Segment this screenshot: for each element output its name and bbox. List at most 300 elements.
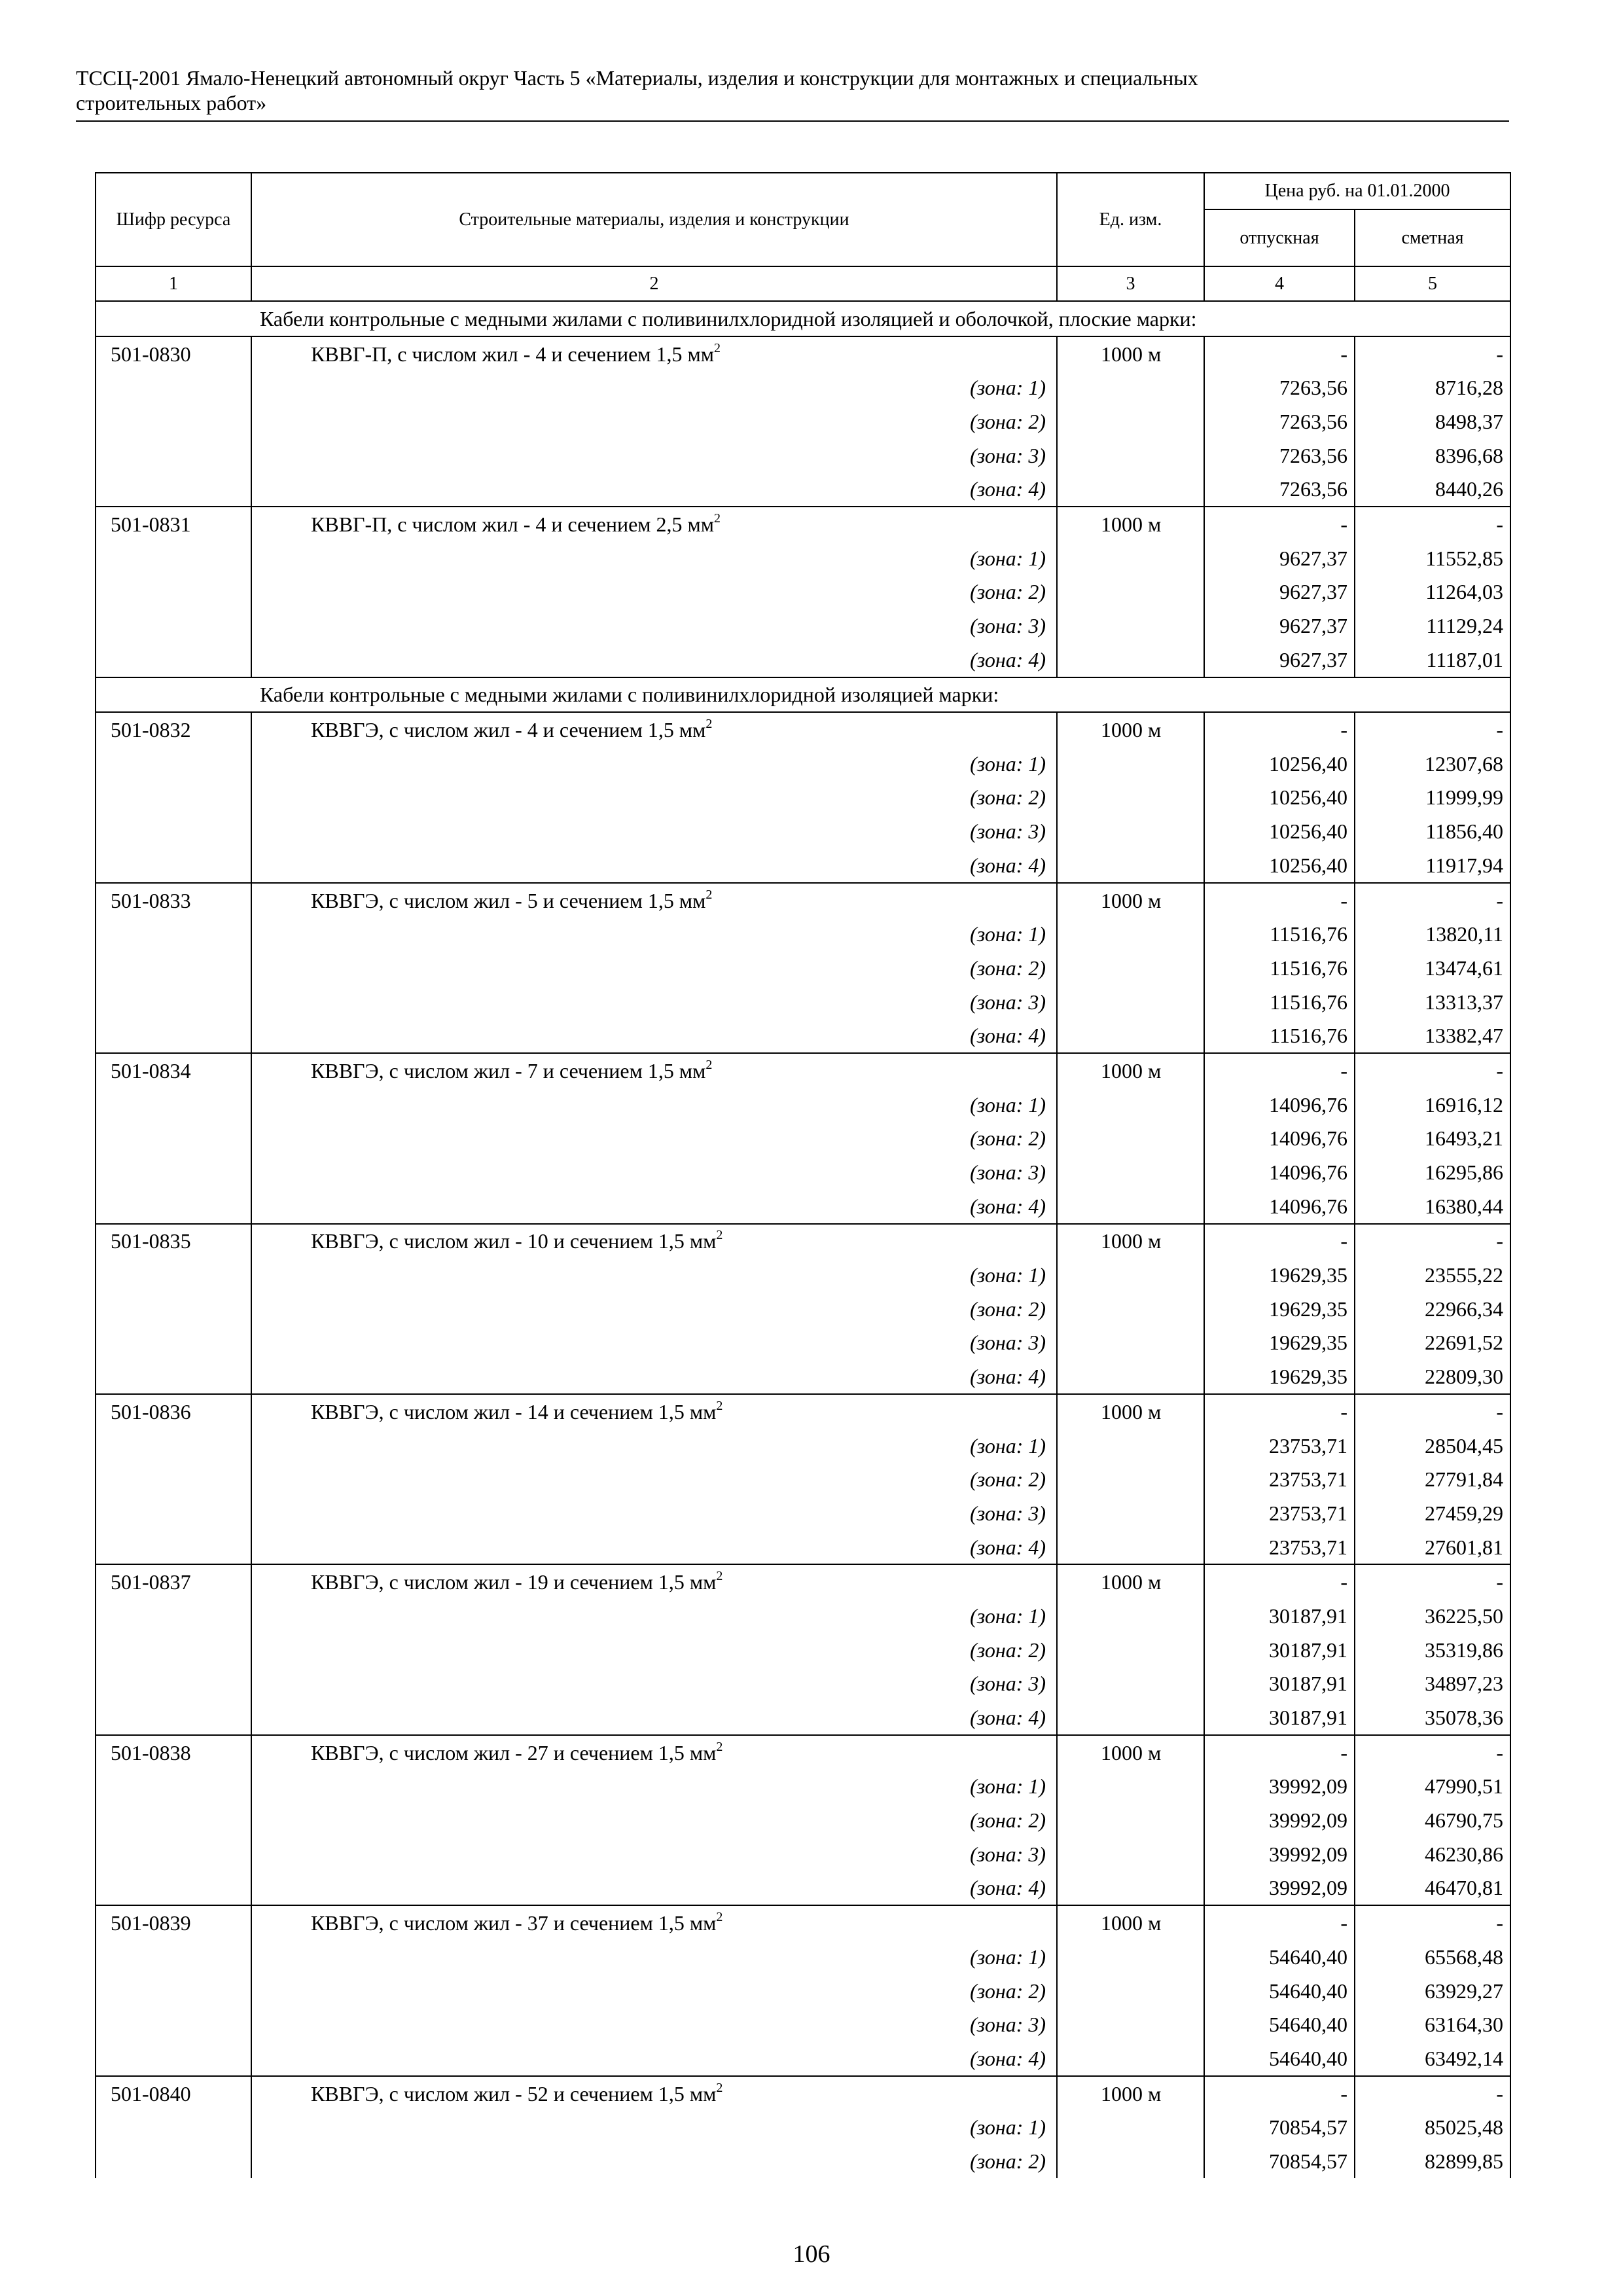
estimate-price: 23555,22 xyxy=(1355,1258,1510,1292)
release-price: - xyxy=(1204,1224,1355,1259)
column-header-name: Строительные материалы, изделия и конструкции xyxy=(251,173,1057,266)
estimate-price: - xyxy=(1355,507,1510,541)
empty-unit-cell xyxy=(1057,1429,1204,1463)
estimate-price: - xyxy=(1355,1224,1510,1259)
empty-unit-cell xyxy=(1057,404,1204,439)
release-price: 14096,76 xyxy=(1204,1088,1355,1122)
empty-unit-cell xyxy=(1057,781,1204,815)
release-price: 23753,71 xyxy=(1204,1496,1355,1530)
release-price: 11516,76 xyxy=(1204,951,1355,985)
zone-row xyxy=(96,1155,1510,1189)
release-price: 30187,91 xyxy=(1204,1700,1355,1735)
empty-code-cell xyxy=(96,1326,251,1360)
material-name-text: КВВГЭ, с числом жил - 19 и сечением 1,5 мм xyxy=(311,1570,717,1594)
estimate-price: 11999,99 xyxy=(1355,781,1510,815)
empty-unit-cell xyxy=(1057,643,1204,677)
estimate-price: 46230,86 xyxy=(1355,1837,1510,1871)
estimate-price: 82899,85 xyxy=(1355,2144,1510,2178)
empty-unit-cell xyxy=(1057,814,1204,848)
material-name-text: КВВГЭ, с числом жил - 7 и сечением 1,5 мм xyxy=(311,1058,706,1083)
estimate-price: 28504,45 xyxy=(1355,1429,1510,1463)
empty-code-cell xyxy=(96,1974,251,2008)
empty-unit-cell xyxy=(1057,917,1204,951)
table-row xyxy=(96,1394,1510,1429)
release-price: 7263,56 xyxy=(1204,472,1355,507)
zone-label: (зона: 2) xyxy=(251,1462,1057,1496)
unit-exponent: 2 xyxy=(714,340,721,355)
zone-row xyxy=(96,575,1510,609)
empty-unit-cell xyxy=(1057,472,1204,507)
empty-code-cell xyxy=(96,814,251,848)
unit-of-measure: 1000 м xyxy=(1057,1564,1204,1599)
empty-code-cell xyxy=(96,1018,251,1053)
empty-unit-cell xyxy=(1057,1155,1204,1189)
empty-unit-cell xyxy=(1057,951,1204,985)
empty-unit-cell xyxy=(1057,439,1204,473)
zone-row xyxy=(96,1359,1510,1394)
estimate-price: 8396,68 xyxy=(1355,439,1510,473)
zone-label: (зона: 1) xyxy=(251,370,1057,404)
release-price: 11516,76 xyxy=(1204,1018,1355,1053)
table-row xyxy=(96,1564,1510,1599)
zone-row xyxy=(96,1292,1510,1326)
release-price: 10256,40 xyxy=(1204,814,1355,848)
release-price: 11516,76 xyxy=(1204,985,1355,1019)
release-price: 19629,35 xyxy=(1204,1258,1355,1292)
unit-exponent: 2 xyxy=(716,2080,723,2095)
zone-row xyxy=(96,541,1510,575)
empty-unit-cell xyxy=(1057,1018,1204,1053)
estimate-price: - xyxy=(1355,1053,1510,1088)
zone-label: (зона: 2) xyxy=(251,1292,1057,1326)
material-name-text: КВВГЭ, с числом жил - 14 и сечением 1,5 мм xyxy=(311,1399,717,1424)
release-price: 70854,57 xyxy=(1204,2110,1355,2144)
zone-label: (зона: 3) xyxy=(251,1155,1057,1189)
empty-code-cell xyxy=(96,747,251,781)
zone-label: (зона: 1) xyxy=(251,1599,1057,1633)
empty-code-cell xyxy=(96,1088,251,1122)
header-title-line-1: ТССЦ-2001 Ямало-Ненецкий автономный округ Часть 5 «Материалы, изделия и конструкции для монтажных и специальных xyxy=(76,66,1198,90)
unit-of-measure: 1000 м xyxy=(1057,712,1204,747)
empty-code-cell xyxy=(96,951,251,985)
table-row xyxy=(96,1735,1510,1770)
estimate-price: 46470,81 xyxy=(1355,1871,1510,1906)
release-price: 54640,40 xyxy=(1204,2007,1355,2041)
estimate-price: 22809,30 xyxy=(1355,1359,1510,1394)
release-price: 10256,40 xyxy=(1204,781,1355,815)
zone-row xyxy=(96,1018,1510,1053)
zone-label: (зона: 2) xyxy=(251,781,1057,815)
zone-row xyxy=(96,951,1510,985)
zone-row xyxy=(96,643,1510,677)
empty-unit-cell xyxy=(1057,1496,1204,1530)
estimate-price: 16295,86 xyxy=(1355,1155,1510,1189)
empty-code-cell xyxy=(96,1258,251,1292)
zone-label: (зона: 1) xyxy=(251,1940,1057,1974)
release-price: 9627,37 xyxy=(1204,643,1355,677)
zone-row xyxy=(96,1770,1510,1804)
empty-code-cell xyxy=(96,643,251,677)
material-name-text: КВВГ-П, с числом жил - 4 и сечением 2,5 мм xyxy=(311,512,715,536)
zone-label: (зона: 3) xyxy=(251,1837,1057,1871)
release-price: 39992,09 xyxy=(1204,1871,1355,1906)
zone-label: (зона: 2) xyxy=(251,1974,1057,2008)
zone-row xyxy=(96,2110,1510,2144)
zone-row xyxy=(96,1837,1510,1871)
empty-unit-cell xyxy=(1057,2007,1204,2041)
unit-exponent: 2 xyxy=(705,717,713,732)
unit-exponent: 2 xyxy=(716,1739,723,1754)
column-header-unit: Ед. изм. xyxy=(1057,173,1204,266)
empty-unit-cell xyxy=(1057,1599,1204,1633)
unit-exponent: 2 xyxy=(716,1910,723,1925)
estimate-price: 46790,75 xyxy=(1355,1803,1510,1837)
release-price: - xyxy=(1204,1394,1355,1429)
empty-code-cell xyxy=(96,1359,251,1394)
resource-code: 501-0840 xyxy=(96,2076,251,2111)
zone-label: (зона: 2) xyxy=(251,1633,1057,1667)
zone-row xyxy=(96,2041,1510,2076)
zone-row xyxy=(96,404,1510,439)
empty-code-cell xyxy=(96,2007,251,2041)
release-price: 7263,56 xyxy=(1204,404,1355,439)
zone-label: (зона: 4) xyxy=(251,472,1057,507)
column-header-release-price: отпускная xyxy=(1204,209,1355,266)
zone-row xyxy=(96,1258,1510,1292)
zone-row xyxy=(96,1633,1510,1667)
zone-label: (зона: 4) xyxy=(251,1189,1057,1224)
release-price: 19629,35 xyxy=(1204,1359,1355,1394)
empty-code-cell xyxy=(96,1700,251,1735)
zone-row xyxy=(96,917,1510,951)
release-price: - xyxy=(1204,883,1355,918)
resource-code: 501-0836 xyxy=(96,1394,251,1429)
release-price: - xyxy=(1204,1735,1355,1770)
price-table xyxy=(95,172,1511,2178)
estimate-price: 13313,37 xyxy=(1355,985,1510,1019)
estimate-price: 8498,37 xyxy=(1355,404,1510,439)
release-price: 70854,57 xyxy=(1204,2144,1355,2178)
unit-exponent: 2 xyxy=(714,511,721,526)
empty-unit-cell xyxy=(1057,1803,1204,1837)
empty-code-cell xyxy=(96,1122,251,1156)
zone-row xyxy=(96,472,1510,507)
zone-label: (зона: 1) xyxy=(251,1088,1057,1122)
zone-label: (зона: 4) xyxy=(251,2041,1057,2076)
zone-row xyxy=(96,609,1510,643)
zone-label: (зона: 1) xyxy=(251,1258,1057,1292)
column-number: 1 xyxy=(96,266,251,301)
estimate-price: 8440,26 xyxy=(1355,472,1510,507)
section-heading-row xyxy=(96,301,1510,336)
unit-of-measure: 1000 м xyxy=(1057,336,1204,371)
table-header xyxy=(96,173,1510,301)
release-price: 7263,56 xyxy=(1204,370,1355,404)
release-price: 54640,40 xyxy=(1204,2041,1355,2076)
release-price: 54640,40 xyxy=(1204,1940,1355,1974)
zone-label: (зона: 1) xyxy=(251,747,1057,781)
estimate-price: 11917,94 xyxy=(1355,848,1510,883)
empty-unit-cell xyxy=(1057,541,1204,575)
material-name-text: КВВГ-П, с числом жил - 4 и сечением 1,5 мм xyxy=(311,342,715,366)
release-price: 23753,71 xyxy=(1204,1429,1355,1463)
table-body xyxy=(96,301,1510,2178)
estimate-price: 65568,48 xyxy=(1355,1940,1510,1974)
zone-label: (зона: 1) xyxy=(251,1770,1057,1804)
estimate-price: 13474,61 xyxy=(1355,951,1510,985)
material-name xyxy=(251,1224,1057,1259)
empty-unit-cell xyxy=(1057,609,1204,643)
estimate-price: 8716,28 xyxy=(1355,370,1510,404)
zone-row xyxy=(96,1429,1510,1463)
estimate-price: - xyxy=(1355,883,1510,918)
estimate-price: - xyxy=(1355,1564,1510,1599)
zone-label: (зона: 1) xyxy=(251,917,1057,951)
unit-exponent: 2 xyxy=(716,1228,723,1243)
resource-code: 501-0835 xyxy=(96,1224,251,1259)
unit-of-measure: 1000 м xyxy=(1057,1224,1204,1259)
unit-of-measure: 1000 м xyxy=(1057,1905,1204,1940)
zone-label: (зона: 2) xyxy=(251,1122,1057,1156)
material-name-text: КВВГЭ, с числом жил - 37 и сечением 1,5 мм xyxy=(311,1911,717,1935)
empty-unit-cell xyxy=(1057,1700,1204,1735)
zone-label: (зона: 3) xyxy=(251,814,1057,848)
zone-row xyxy=(96,1599,1510,1633)
material-name xyxy=(251,1564,1057,1599)
zone-row xyxy=(96,2144,1510,2178)
table-row xyxy=(96,1053,1510,1088)
estimate-price: 34897,23 xyxy=(1355,1667,1510,1701)
material-name xyxy=(251,1394,1057,1429)
zone-label: (зона: 3) xyxy=(251,985,1057,1019)
empty-code-cell xyxy=(96,1871,251,1906)
table-row xyxy=(96,1224,1510,1259)
empty-unit-cell xyxy=(1057,1122,1204,1156)
empty-unit-cell xyxy=(1057,747,1204,781)
empty-code-cell xyxy=(96,848,251,883)
zone-label: (зона: 4) xyxy=(251,643,1057,677)
empty-code-cell xyxy=(96,1803,251,1837)
release-price: 39992,09 xyxy=(1204,1837,1355,1871)
estimate-price: 47990,51 xyxy=(1355,1770,1510,1804)
table-row xyxy=(96,1905,1510,1940)
empty-unit-cell xyxy=(1057,1633,1204,1667)
empty-unit-cell xyxy=(1057,1837,1204,1871)
unit-exponent: 2 xyxy=(705,887,713,902)
release-price: 9627,37 xyxy=(1204,541,1355,575)
release-price: 11516,76 xyxy=(1204,917,1355,951)
release-price: 19629,35 xyxy=(1204,1326,1355,1360)
column-header-price-group: Цена руб. на 01.01.2000 xyxy=(1204,173,1510,209)
material-name xyxy=(251,2076,1057,2111)
zone-label: (зона: 3) xyxy=(251,1667,1057,1701)
estimate-price: - xyxy=(1355,2076,1510,2111)
empty-code-cell xyxy=(96,917,251,951)
unit-of-measure: 1000 м xyxy=(1057,2076,1204,2111)
release-price: 14096,76 xyxy=(1204,1122,1355,1156)
empty-code-cell xyxy=(96,370,251,404)
release-price: - xyxy=(1204,1905,1355,1940)
empty-unit-cell xyxy=(1057,1359,1204,1394)
zone-row xyxy=(96,985,1510,1019)
empty-code-cell xyxy=(96,1837,251,1871)
empty-code-cell xyxy=(96,2144,251,2178)
column-number: 3 xyxy=(1057,266,1204,301)
estimate-price: - xyxy=(1355,1735,1510,1770)
empty-code-cell xyxy=(96,1770,251,1804)
zone-row xyxy=(96,1530,1510,1565)
zone-label: (зона: 4) xyxy=(251,1018,1057,1053)
zone-row xyxy=(96,1088,1510,1122)
estimate-price: - xyxy=(1355,712,1510,747)
section-title: Кабели контрольные с медными жилами с поливинилхлоридной изоляцией марки: xyxy=(96,677,1510,713)
zone-row xyxy=(96,1940,1510,1974)
estimate-price: 35078,36 xyxy=(1355,1700,1510,1735)
release-price: 23753,71 xyxy=(1204,1462,1355,1496)
column-header-estimate-price: сметная xyxy=(1355,209,1510,266)
unit-of-measure: 1000 м xyxy=(1057,1053,1204,1088)
material-name xyxy=(251,507,1057,541)
estimate-price: 16916,12 xyxy=(1355,1088,1510,1122)
empty-code-cell xyxy=(96,439,251,473)
zone-label: (зона: 3) xyxy=(251,609,1057,643)
material-name-text: КВВГЭ, с числом жил - 10 и сечением 1,5 мм xyxy=(311,1229,717,1253)
zone-row xyxy=(96,848,1510,883)
empty-code-cell xyxy=(96,1940,251,1974)
release-price: 39992,09 xyxy=(1204,1770,1355,1804)
empty-code-cell xyxy=(96,1667,251,1701)
empty-code-cell xyxy=(96,609,251,643)
release-price: 9627,37 xyxy=(1204,609,1355,643)
resource-code: 501-0834 xyxy=(96,1053,251,1088)
release-price: 39992,09 xyxy=(1204,1803,1355,1837)
material-name xyxy=(251,712,1057,747)
empty-code-cell xyxy=(96,1189,251,1224)
empty-unit-cell xyxy=(1057,1770,1204,1804)
empty-code-cell xyxy=(96,1633,251,1667)
estimate-price: 13820,11 xyxy=(1355,917,1510,951)
empty-unit-cell xyxy=(1057,1258,1204,1292)
unit-exponent: 2 xyxy=(716,1569,723,1584)
empty-unit-cell xyxy=(1057,2144,1204,2178)
empty-code-cell xyxy=(96,781,251,815)
empty-code-cell xyxy=(96,1599,251,1633)
release-price: - xyxy=(1204,1564,1355,1599)
column-number: 5 xyxy=(1355,266,1510,301)
release-price: - xyxy=(1204,336,1355,371)
empty-unit-cell xyxy=(1057,1189,1204,1224)
empty-unit-cell xyxy=(1057,1088,1204,1122)
empty-unit-cell xyxy=(1057,1462,1204,1496)
estimate-price: 27459,29 xyxy=(1355,1496,1510,1530)
estimate-price: 22966,34 xyxy=(1355,1292,1510,1326)
material-name xyxy=(251,336,1057,371)
zone-label: (зона: 4) xyxy=(251,1530,1057,1565)
empty-unit-cell xyxy=(1057,2110,1204,2144)
release-price: 9627,37 xyxy=(1204,575,1355,609)
zone-row xyxy=(96,1871,1510,1906)
unit-of-measure: 1000 м xyxy=(1057,883,1204,918)
zone-row xyxy=(96,1667,1510,1701)
estimate-price: - xyxy=(1355,336,1510,371)
empty-code-cell xyxy=(96,404,251,439)
zone-row xyxy=(96,439,1510,473)
zone-label: (зона: 2) xyxy=(251,2144,1057,2178)
zone-label: (зона: 4) xyxy=(251,1359,1057,1394)
section-heading-row xyxy=(96,677,1510,713)
zone-row xyxy=(96,1700,1510,1735)
empty-code-cell xyxy=(96,985,251,1019)
column-number: 4 xyxy=(1204,266,1355,301)
zone-row xyxy=(96,1974,1510,2008)
unit-exponent: 2 xyxy=(716,1398,723,1413)
release-price: - xyxy=(1204,712,1355,747)
estimate-price: 11264,03 xyxy=(1355,575,1510,609)
empty-code-cell xyxy=(96,575,251,609)
zone-label: (зона: 2) xyxy=(251,1803,1057,1837)
zone-row xyxy=(96,1803,1510,1837)
empty-unit-cell xyxy=(1057,848,1204,883)
zone-label: (зона: 3) xyxy=(251,1326,1057,1360)
empty-code-cell xyxy=(96,1530,251,1565)
empty-code-cell xyxy=(96,1462,251,1496)
unit-of-measure: 1000 м xyxy=(1057,507,1204,541)
document-header xyxy=(76,65,1509,115)
empty-code-cell xyxy=(96,1155,251,1189)
zone-label: (зона: 1) xyxy=(251,541,1057,575)
estimate-price: 63164,30 xyxy=(1355,2007,1510,2041)
release-price: 30187,91 xyxy=(1204,1667,1355,1701)
release-price: 7263,56 xyxy=(1204,439,1355,473)
empty-code-cell xyxy=(96,1496,251,1530)
zone-row xyxy=(96,1326,1510,1360)
empty-code-cell xyxy=(96,472,251,507)
release-price: - xyxy=(1204,507,1355,541)
zone-row xyxy=(96,1122,1510,1156)
zone-row xyxy=(96,1462,1510,1496)
estimate-price: - xyxy=(1355,1394,1510,1429)
estimate-price: 13382,47 xyxy=(1355,1018,1510,1053)
zone-label: (зона: 2) xyxy=(251,951,1057,985)
estimate-price: 16493,21 xyxy=(1355,1122,1510,1156)
zone-row xyxy=(96,1189,1510,1224)
empty-unit-cell xyxy=(1057,370,1204,404)
table-row xyxy=(96,712,1510,747)
estimate-price: 11187,01 xyxy=(1355,643,1510,677)
zone-label: (зона: 2) xyxy=(251,404,1057,439)
material-name-text: КВВГЭ, с числом жил - 5 и сечением 1,5 мм xyxy=(311,888,706,912)
zone-label: (зона: 3) xyxy=(251,439,1057,473)
zone-row xyxy=(96,370,1510,404)
zone-label: (зона: 2) xyxy=(251,575,1057,609)
unit-of-measure: 1000 м xyxy=(1057,1735,1204,1770)
zone-row xyxy=(96,2007,1510,2041)
release-price: 30187,91 xyxy=(1204,1633,1355,1667)
zone-row xyxy=(96,1496,1510,1530)
empty-code-cell xyxy=(96,2041,251,2076)
estimate-price: 85025,48 xyxy=(1355,2110,1510,2144)
empty-code-cell xyxy=(96,1429,251,1463)
column-header-code: Шифр ресурса xyxy=(96,173,251,266)
release-price: 54640,40 xyxy=(1204,1974,1355,2008)
header-title-line-2: строительных работ» xyxy=(76,91,267,115)
resource-code: 501-0838 xyxy=(96,1735,251,1770)
material-name-text: КВВГЭ, с числом жил - 4 и сечением 1,5 мм xyxy=(311,718,706,742)
empty-unit-cell xyxy=(1057,575,1204,609)
section-title: Кабели контрольные с медными жилами с поливинилхлоридной изоляцией и оболочкой, плоские марки: xyxy=(96,301,1510,336)
material-name-text: КВВГЭ, с числом жил - 27 и сечением 1,5 мм xyxy=(311,1740,717,1765)
zone-row xyxy=(96,814,1510,848)
